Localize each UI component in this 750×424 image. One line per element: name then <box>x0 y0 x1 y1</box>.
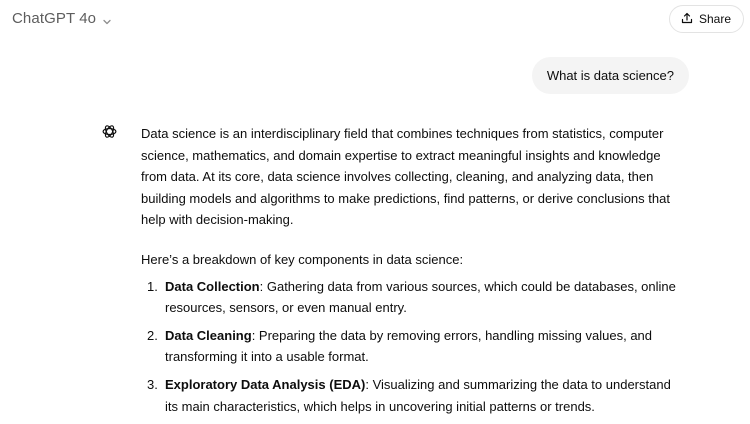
list-item-text: : Preparing the data by removing errors, handling missing values, and transforming it into a usable format. <box>165 327 653 365</box>
list-number: 3. <box>147 376 158 392</box>
assistant-message <box>141 123 686 423</box>
share-icon <box>681 12 693 27</box>
openai-logo-icon <box>101 123 118 140</box>
model-selector[interactable] <box>12 10 112 27</box>
answer-paragraph: Data science is an interdisciplinary field that combines techniques from statistics, computer science, mathematics, and domain expertise to extract meaningful insights and knowledge from data. At its core, data science involves collecting, cleaning, and analyzing data, then building models and algorithms to make predictions, find patterns, or derive conclusions that help with decision-making. <box>141 126 670 228</box>
list-item <box>141 325 686 368</box>
list-item-text: : Gathering data from various sources, which could be databases, online resources, sensors, or even manual entry. <box>165 278 676 316</box>
list-item <box>141 374 686 417</box>
answer-intro: Here’s a breakdown of key components in data science: <box>141 251 464 267</box>
list-item-title: Data Cleaning <box>165 327 252 343</box>
list-number: 2. <box>147 327 158 343</box>
top-bar <box>0 0 750 38</box>
user-message-text: What is data science? <box>546 68 674 83</box>
components-list <box>141 276 686 418</box>
chevron-down-icon <box>102 14 112 24</box>
list-item-title: Data Collection <box>165 278 260 294</box>
share-button[interactable] <box>669 5 744 33</box>
list-item <box>141 276 686 319</box>
list-item-title: Exploratory Data Analysis (EDA) <box>165 376 366 392</box>
list-number: 1. <box>147 278 158 294</box>
share-label: Share <box>698 12 731 26</box>
list-item-text: : Visualizing and summarizing the data to understand its main characteristics, which helps in uncovering initial patterns or trends. <box>165 376 671 414</box>
model-name: ChatGPT 4o <box>12 10 97 27</box>
user-message-bubble <box>532 57 689 94</box>
